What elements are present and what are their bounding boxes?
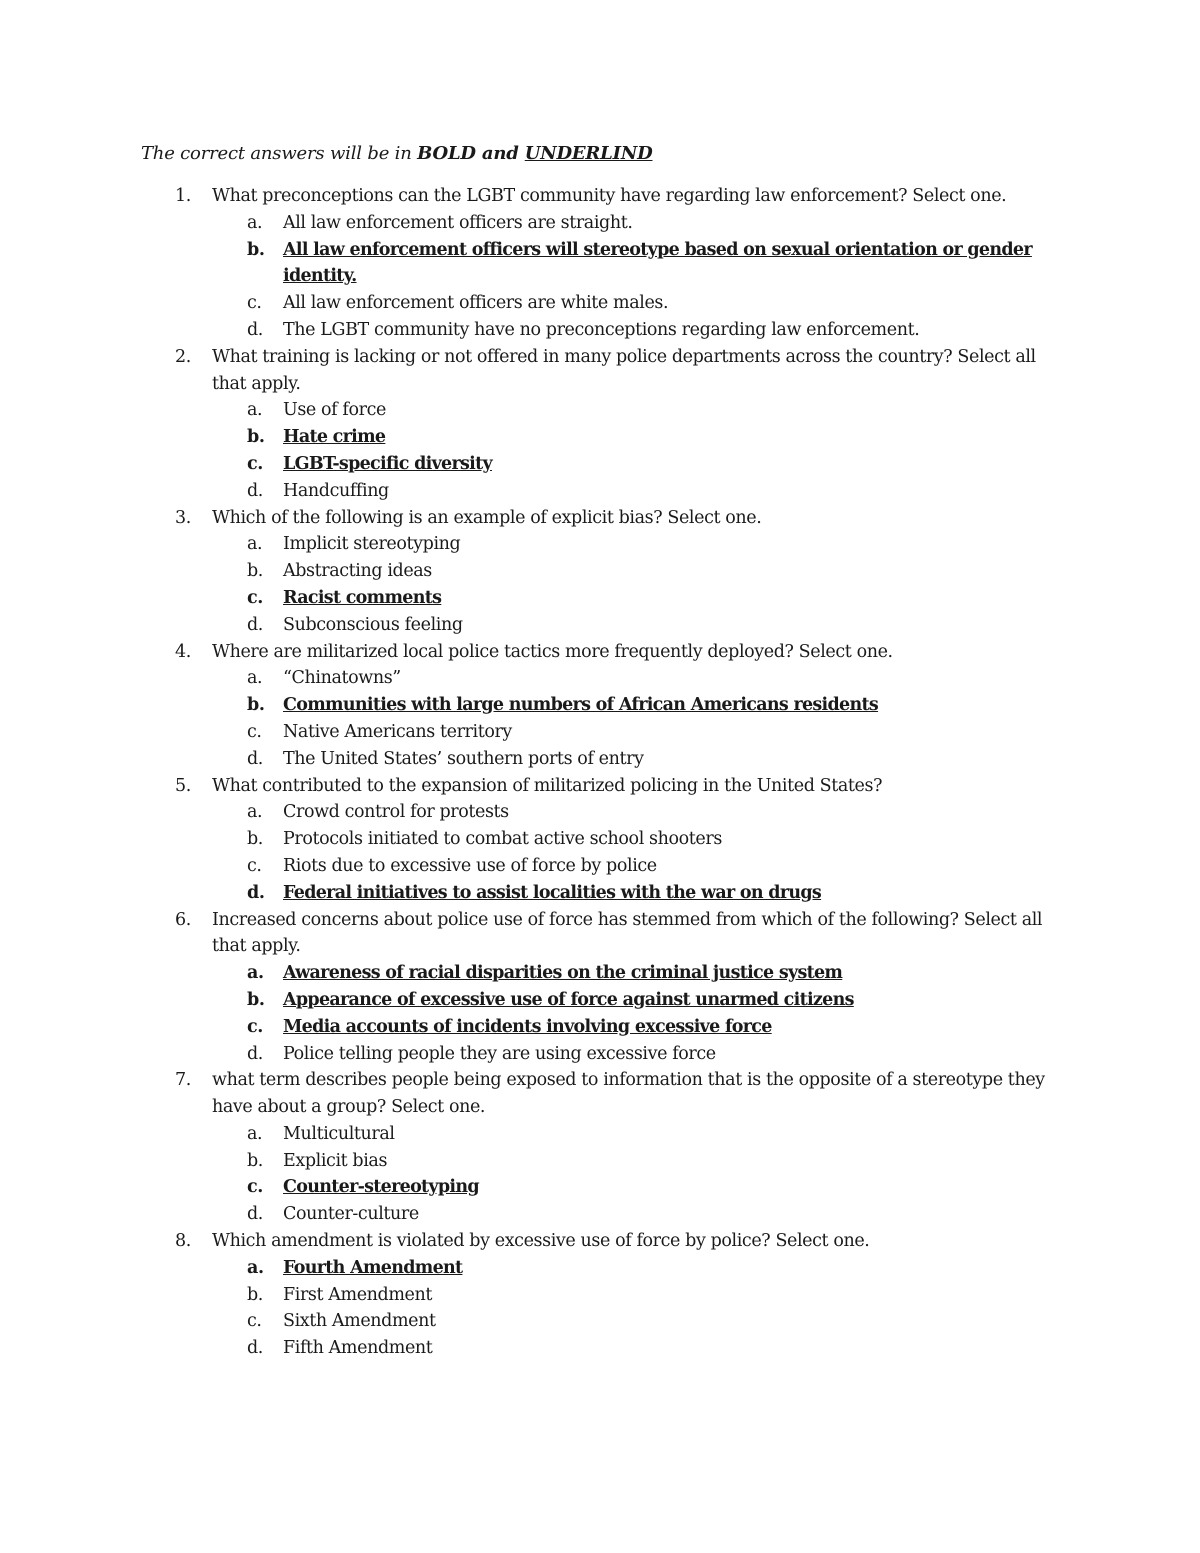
question-text: Increased concerns about police use of force has stemmed from which of the following? Select all — [212, 909, 1043, 930]
question-text: what term describes people being exposed to information that is the opposite of a stereotype they — [212, 1070, 1045, 1091]
option-letter: a. — [247, 1257, 264, 1278]
option-letter: d. — [247, 882, 265, 903]
question-line — [0, 1094, 1200, 1121]
option-letter: a. — [247, 802, 263, 823]
correct-answer-option — [0, 880, 1200, 907]
option-text: Crowd control for protests — [283, 802, 509, 823]
option-letter: a. — [247, 212, 263, 233]
option-letter: b. — [247, 239, 265, 260]
answer-option — [0, 1121, 1200, 1148]
option-letter: a. — [247, 400, 263, 421]
question-text: Which of the following is an example of explicit bias? Select one. — [212, 507, 762, 528]
answer-option — [0, 210, 1200, 237]
option-text: Awareness of racial disparities on the criminal justice system — [283, 963, 843, 984]
option-letter: a. — [247, 1123, 263, 1144]
answer-option — [0, 397, 1200, 424]
question-line — [0, 371, 1200, 398]
question-line — [0, 1228, 1200, 1255]
answer-option — [0, 1282, 1200, 1309]
answer-option — [0, 317, 1200, 344]
option-letter: d. — [247, 1043, 263, 1064]
question-number: 5. — [175, 775, 191, 796]
question-text: that apply. — [212, 936, 301, 957]
option-text: Use of force — [283, 400, 386, 421]
option-text: LGBT-specific diversity — [283, 453, 492, 474]
option-text: identity. — [283, 266, 357, 287]
question-line — [0, 639, 1200, 666]
answer-option — [0, 826, 1200, 853]
option-letter: c. — [247, 1016, 263, 1037]
question-number: 8. — [175, 1231, 191, 1252]
option-text: Fourth Amendment — [283, 1257, 463, 1278]
option-letter: d. — [247, 480, 263, 501]
option-letter: b. — [247, 695, 265, 716]
option-text: Racist comments — [283, 587, 442, 608]
question-line — [0, 907, 1200, 934]
option-text: Communities with large numbers of African Americans residents — [283, 695, 879, 716]
question-number: 6. — [175, 909, 191, 930]
option-text: Fifth Amendment — [283, 1338, 433, 1359]
question-number: 7. — [175, 1070, 191, 1091]
correct-answer-option — [0, 960, 1200, 987]
option-text: The United States’ southern ports of entry — [283, 748, 644, 769]
question-text: What preconceptions can the LGBT community have regarding law enforcement? Select one. — [212, 186, 1007, 206]
answer-option — [0, 719, 1200, 746]
option-text: Native Americans territory — [283, 721, 512, 742]
option-letter: c. — [247, 1177, 263, 1198]
option-text: Handcuffing — [283, 480, 389, 501]
answer-option — [0, 612, 1200, 639]
answer-option — [0, 1148, 1200, 1175]
option-letter: c. — [247, 453, 263, 474]
answer-option — [0, 1041, 1200, 1068]
option-text: Counter-culture — [283, 1204, 419, 1225]
intro-prefix: The correct answers will be in — [141, 143, 418, 164]
answer-option — [0, 1201, 1200, 1228]
option-letter: b. — [247, 1284, 263, 1305]
correct-answer-option — [0, 237, 1200, 264]
option-letter: d. — [247, 748, 263, 769]
option-text: “Chinatowns” — [283, 668, 401, 689]
option-letter: b. — [247, 1150, 263, 1171]
question-text: What contributed to the expansion of militarized policing in the United States? — [212, 775, 883, 796]
option-letter: b. — [247, 989, 265, 1010]
intro-underline: UNDERLIND — [524, 143, 653, 164]
option-text: Multicultural — [283, 1123, 395, 1144]
intro-bold: BOLD and — [417, 143, 525, 164]
question-text: Which amendment is violated by excessive use of force by police? Select one. — [212, 1231, 870, 1252]
answer-option — [0, 478, 1200, 505]
option-text: Protocols initiated to combat active school shooters — [283, 829, 722, 850]
question-number: 2. — [175, 346, 191, 367]
option-letter: c. — [247, 1311, 262, 1332]
answer-key-note — [141, 143, 652, 164]
option-text: Police telling people they are using excessive force — [283, 1043, 716, 1064]
correct-answer-option — [0, 585, 1200, 612]
option-text: Sixth Amendment — [283, 1311, 436, 1332]
correct-answer-option — [0, 1255, 1200, 1282]
option-letter: d. — [247, 614, 263, 635]
correct-answer-option — [0, 424, 1200, 451]
option-letter: a. — [247, 534, 263, 555]
option-text: All law enforcement officers are straight. — [283, 212, 633, 233]
option-text: The LGBT community have no preconceptions regarding law enforcement. — [283, 319, 920, 340]
option-text: Implicit stereotyping — [283, 534, 461, 555]
option-letter: c. — [247, 587, 263, 608]
question-text: have about a group? Select one. — [212, 1097, 486, 1118]
question-line — [0, 933, 1200, 960]
answer-option — [0, 531, 1200, 558]
option-letter: b. — [247, 427, 265, 448]
correct-answer-option — [0, 987, 1200, 1014]
correct-answer-option — [0, 692, 1200, 719]
option-letter: d. — [247, 1338, 263, 1359]
question-line — [0, 183, 1200, 210]
question-line — [0, 773, 1200, 800]
option-text: Abstracting ideas — [283, 561, 432, 582]
answer-option — [0, 558, 1200, 585]
answer-option — [0, 799, 1200, 826]
option-letter: a. — [247, 668, 263, 689]
question-number: 3. — [175, 507, 191, 528]
option-letter: b. — [247, 561, 263, 582]
answer-option — [0, 1335, 1200, 1362]
option-text: Media accounts of incidents involving excessive force — [283, 1016, 772, 1037]
option-text: All law enforcement officers will stereotype based on sexual orientation or gender — [283, 239, 1032, 260]
option-letter: d. — [247, 319, 263, 340]
option-text: Federal initiatives to assist localities with the war on drugs — [283, 882, 822, 903]
correct-answer-option — [0, 1174, 1200, 1201]
option-letter: c. — [247, 721, 262, 742]
question-line — [0, 505, 1200, 532]
answer-option — [0, 1308, 1200, 1335]
answer-option — [0, 853, 1200, 880]
option-letter: a. — [247, 963, 264, 984]
question-text: Where are militarized local police tactics more frequently deployed? Select one. — [212, 641, 893, 662]
question-number: 4. — [175, 641, 191, 662]
answer-option — [0, 665, 1200, 692]
option-text: Subconscious feeling — [283, 614, 463, 635]
option-letter: b. — [247, 829, 263, 850]
question-list — [0, 183, 1200, 1362]
question-line — [0, 344, 1200, 371]
question-text: that apply. — [212, 373, 301, 394]
option-text: Counter-stereotyping — [283, 1177, 479, 1198]
option-text: Riots due to excessive use of force by police — [283, 855, 657, 876]
option-letter: d. — [247, 1204, 263, 1225]
option-letter: c. — [247, 855, 262, 876]
option-letter: c. — [247, 293, 262, 314]
option-text: Appearance of excessive use of force against unarmed citizens — [283, 989, 854, 1010]
question-text: What training is lacking or not offered in many police departments across the country? Select all — [212, 346, 1036, 367]
question-line — [0, 1067, 1200, 1094]
correct-answer-option — [0, 263, 1200, 290]
correct-answer-option — [0, 451, 1200, 478]
option-text: All law enforcement officers are white males. — [283, 293, 669, 314]
option-text: First Amendment — [283, 1284, 432, 1305]
option-text: Explicit bias — [283, 1150, 388, 1171]
question-number: 1. — [175, 186, 191, 206]
answer-option — [0, 290, 1200, 317]
answer-option — [0, 746, 1200, 773]
correct-answer-option — [0, 1014, 1200, 1041]
option-text: Hate crime — [283, 427, 386, 448]
